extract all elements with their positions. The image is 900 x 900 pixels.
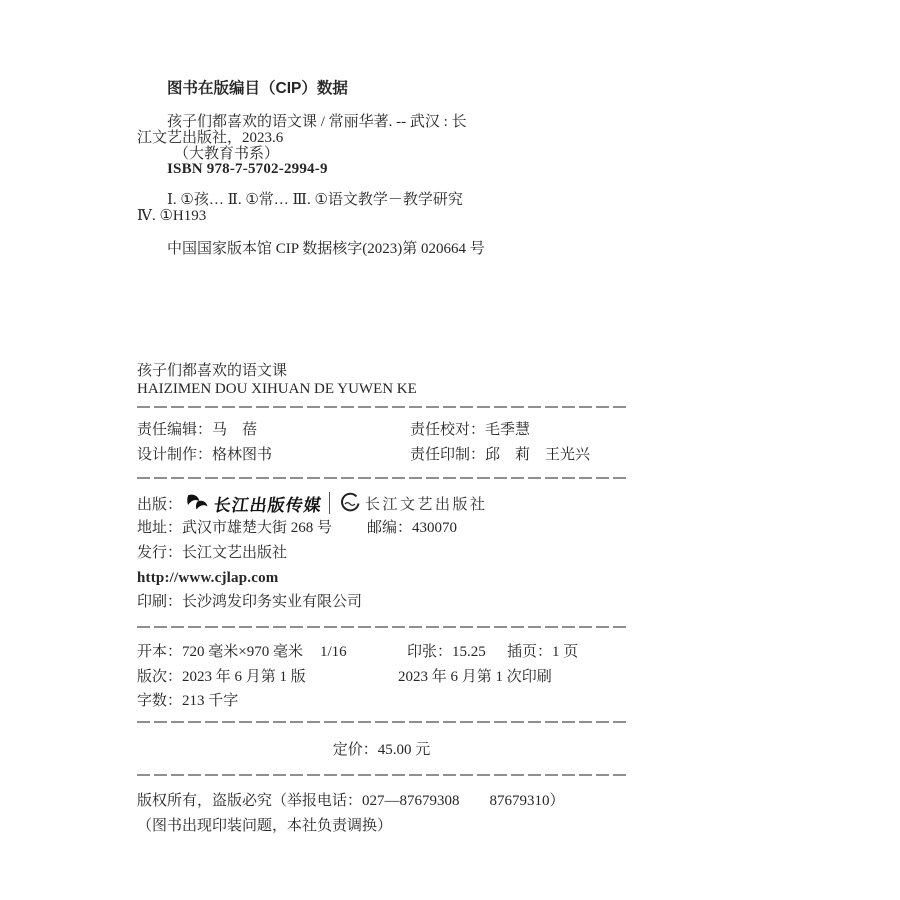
divider-rule-2 bbox=[137, 477, 626, 479]
format-row bbox=[137, 642, 629, 662]
wordcount-text: 字数：213 千字 bbox=[137, 693, 239, 709]
cip-entry-line-2: 江文艺出版社，2023.6 bbox=[137, 130, 284, 146]
edition-row bbox=[137, 667, 629, 687]
changjiang-press-logo bbox=[339, 492, 488, 514]
cip-record-number: 中国国家版本馆 CIP 数据核字(2023)第 020664 号 bbox=[167, 241, 485, 257]
editor-credit: 责任编辑：马 蓓 bbox=[137, 422, 258, 438]
distribution-text: 发行：长江文艺出版社 bbox=[137, 545, 288, 561]
cip-classification-line-2: Ⅳ. ①H193 bbox=[137, 208, 207, 224]
wordcount-row bbox=[137, 691, 629, 711]
print-supervisor-credit: 责任印制：邱 莉 王光兴 bbox=[410, 447, 591, 463]
edition-text: 版次：2023 年 6 月第 1 版 bbox=[137, 669, 306, 685]
copyright-notice: 版权所有，盗版必究（举报电话：027—87679308 87679310） bbox=[137, 793, 565, 809]
cip-entry-line-1: 孩子们都喜欢的语文课 / 常丽华著. -- 武汉 : 长 bbox=[167, 114, 467, 130]
staff-row-1 bbox=[137, 420, 629, 440]
swoosh-icon bbox=[187, 493, 214, 513]
publish-label: 出版： bbox=[137, 496, 183, 513]
staff-row-2 bbox=[137, 445, 629, 465]
website-url: http://www.cjlap.com bbox=[137, 570, 279, 586]
designer-credit: 设计制作：格林图书 bbox=[137, 447, 273, 463]
divider-rule-5 bbox=[137, 774, 626, 776]
format-fraction: 1/16 bbox=[320, 644, 347, 660]
divider-rule-3 bbox=[137, 626, 626, 628]
book-title-cn: 孩子们都喜欢的语文课 bbox=[137, 363, 288, 379]
printing-row bbox=[137, 592, 629, 612]
book-title-pinyin: HAIZIMEN DOU XIHUAN DE YUWEN KE bbox=[137, 381, 417, 397]
proofreader-credit: 责任校对：毛季慧 bbox=[410, 422, 531, 438]
postcode-text: 邮编：430070 bbox=[367, 520, 458, 536]
cip-classification-line-1: Ⅰ. ①孩… Ⅱ. ①常… Ⅲ. ①语文教学－教学研究 bbox=[167, 192, 463, 208]
press-circle-icon bbox=[339, 492, 361, 514]
sheets-text: 印张：15.25 bbox=[407, 644, 486, 660]
logo-divider bbox=[329, 492, 330, 514]
distribution-row bbox=[137, 543, 629, 563]
divider-rule-4 bbox=[137, 721, 626, 723]
address-row bbox=[137, 518, 629, 538]
price-text: 定价：45.00 元 bbox=[332, 742, 431, 758]
divider-rule-1 bbox=[137, 406, 626, 408]
publisher-row bbox=[137, 489, 488, 517]
impression-text: 2023 年 6 月第 1 次印刷 bbox=[398, 669, 552, 685]
cip-series-line: （大教育书系） bbox=[174, 146, 280, 162]
changjiang-media-logo bbox=[187, 491, 322, 516]
copyright-row bbox=[137, 791, 629, 811]
printing-company-text: 印刷：长沙鸿发印务实业有限公司 bbox=[137, 594, 363, 610]
address-text: 地址：武汉市雄楚大街 268 号 bbox=[137, 520, 333, 536]
press-logo-text: 长江文艺出版社 bbox=[365, 496, 488, 513]
inserts-text: 插页：1 页 bbox=[507, 644, 579, 660]
format-text: 开本：720 毫米×970 毫米 bbox=[137, 644, 303, 660]
cip-isbn-line: ISBN 978-7-5702-2994-9 bbox=[167, 161, 328, 177]
cip-heading: 图书在版编目（CIP）数据 bbox=[167, 80, 348, 97]
exchange-row bbox=[137, 816, 629, 836]
exchange-notice: （图书出现印装问题，本社负责调换） bbox=[137, 818, 393, 834]
media-logo-text: 长江出版传媒 bbox=[212, 495, 324, 516]
website-row bbox=[137, 568, 629, 588]
